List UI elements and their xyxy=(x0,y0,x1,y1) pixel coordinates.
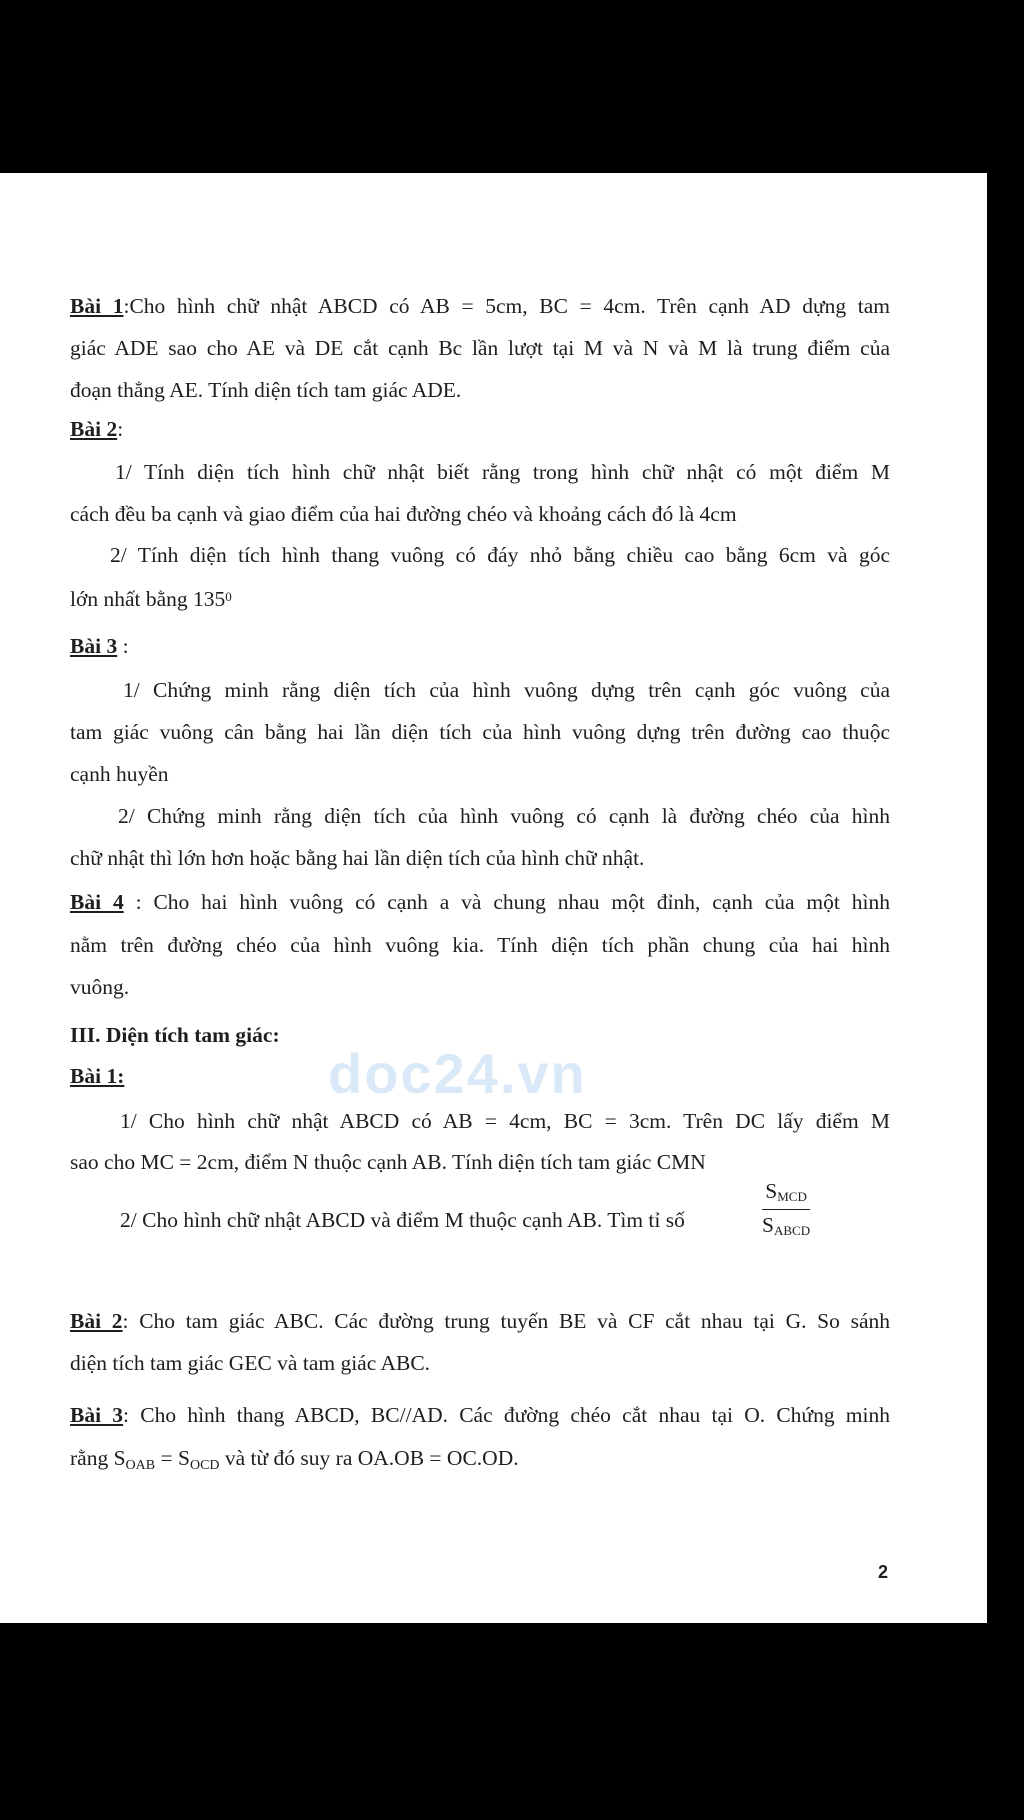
s3-bai3-label: Bài 3 xyxy=(70,1403,124,1427)
bai4-line-2: nằm trên đường chéo của hình vuông kia. Tính diện tích phần chung của hai hình xyxy=(70,933,890,957)
s3-bai2-line-1: Bài 2: Cho tam giác ABC. Các đường trung tuyến BE và CF cắt nhau tại G. So sánh xyxy=(70,1309,890,1333)
bai1-line-1: Bài 1:Cho hình chữ nhật ABCD có AB = 5cm, BC = 4cm. Trên cạnh AD dựng tam xyxy=(70,294,890,318)
bai1-label: Bài 1 xyxy=(70,294,124,318)
fraction-bar xyxy=(762,1209,810,1210)
bai1-line-3: đoạn thẳng AE. Tính diện tích tam giác ADE. xyxy=(70,378,462,402)
bai2-p2-line-1: 2/ Tính diện tích hình thang vuông có đáy nhỏ bằng chiều cao bằng 6cm và góc xyxy=(110,543,890,567)
watermark: doc24.vn xyxy=(328,1042,587,1105)
s3-bai3-line-2: rằng SOAB = SOCD và từ đó suy ra OA.OB = OC.OD. xyxy=(70,1446,519,1473)
bai1-line-2: giác ADE sao cho AE và DE cắt cạnh Bc lần lượt tại M và N và M là trung điểm của xyxy=(70,336,890,360)
s3-bai1-p2: 2/ Cho hình chữ nhật ABCD và điểm M thuộc cạnh AB. Tìm tỉ số xyxy=(120,1208,685,1232)
bai3-heading: Bài 3 : xyxy=(70,634,129,658)
fraction-denominator: SABCD xyxy=(762,1213,811,1238)
s3-bai1-label: Bài 1: xyxy=(70,1064,125,1088)
bai2-p2-line-2: lớn nhất bằng $135^0$ xyxy=(70,587,232,611)
bai3-label: Bài 3 xyxy=(70,634,118,658)
page-number: 2 xyxy=(878,1562,889,1582)
bai3-p1-line-2: tam giác vuông cân bằng hai lần diện tích của hình vuông dựng trên đường cao thuộc xyxy=(70,720,890,744)
s3-bai3-line-1: Bài 3: Cho hình thang ABCD, BC//AD. Các đường chéo cắt nhau tại O. Chứng minh xyxy=(70,1403,890,1427)
bai3-p1-line-1: 1/ Chứng minh rằng diện tích của hình vuông dựng trên cạnh góc vuông của xyxy=(123,678,890,702)
s3-bai2-label: Bài 2 xyxy=(70,1309,123,1333)
bai2-heading: Bài 2: xyxy=(70,417,124,441)
s3-bai2-line-2: diện tích tam giác GEC và tam giác ABC. xyxy=(70,1351,431,1375)
document-page xyxy=(0,173,987,1623)
degree-superscript: 0 xyxy=(225,589,232,604)
s3-bai1-heading xyxy=(70,1063,124,1089)
s3-bai1-p1-line-1: 1/ Cho hình chữ nhật ABCD có AB = 4cm, BC = 3cm. Trên DC lấy điểm M xyxy=(120,1109,890,1133)
bai2-p1-line-2: cách đều ba cạnh và giao điểm của hai đường chéo và khoảng cách đó là 4cm xyxy=(70,502,737,526)
bai3-p2-line-2: chữ nhật thì lớn hơn hoặc bằng hai lần diện tích của hình chữ nhật. xyxy=(70,846,645,870)
bai2-p1-line-1: 1/ Tính diện tích hình chữ nhật biết rằng trong hình chữ nhật có một điểm M xyxy=(115,460,890,484)
bai4-line-1: Bài 4 : Cho hai hình vuông có cạnh a và chung nhau một đỉnh, cạnh của một hình xyxy=(70,890,890,914)
bai4-line-3: vuông. xyxy=(70,975,130,999)
ratio-fraction xyxy=(762,1178,810,1241)
bai4-label: Bài 4 xyxy=(70,890,124,914)
bai2-label: Bài 2 xyxy=(70,417,118,441)
s3-bai1-p1-line-2: sao cho MC = 2cm, điểm N thuộc cạnh AB. Tính diện tích tam giác CMN xyxy=(70,1150,706,1174)
bai3-p1-line-3: cạnh huyền xyxy=(70,762,169,786)
fraction-numerator: SMCD xyxy=(765,1179,807,1204)
section-heading: III. Diện tích tam giác: xyxy=(70,1023,280,1047)
bai3-p2-line-1: 2/ Chứng minh rằng diện tích của hình vuông có cạnh là đường chéo của hình xyxy=(118,804,890,828)
